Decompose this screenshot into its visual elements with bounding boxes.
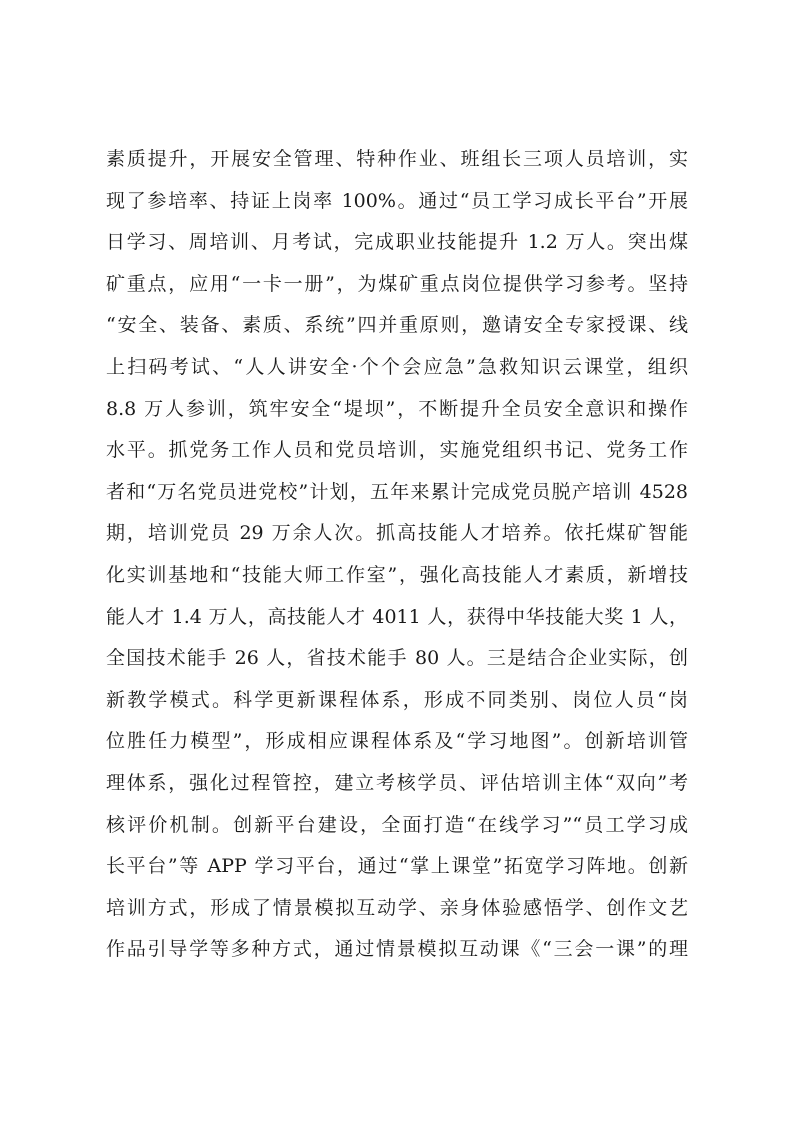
paragraph-line: 素质提升，开展安全管理、特种作业、班组长三项人员培训，实 [106,148,688,170]
paragraph-line: 新教学模式。科学更新课程体系，形成不同类别、岗位人员“岗 [106,688,688,711]
paragraph-line: 矿重点，应用“一卡一册”，为煤矿重点岗位提供学习参考。坚持 [106,272,688,295]
paragraph-line: 化实训基地和“技能大师工作室”，强化高技能人才素质，新增技 [106,563,688,586]
paragraph-line: 能人才 1.4 万人，高技能人才 4011 人，获得中华技能大奖 1 人， [106,605,688,628]
paragraph-line: 培训方式，形成了情景模拟互动学、亲身体验感悟学、创作文艺 [106,896,688,919]
body-paragraph [106,139,688,971]
paragraph-line: “安全、装备、素质、系统”四并重原则，邀请安全专家授课、线 [106,314,688,337]
paragraph-line: 期，培训党员 29 万余人次。抓高技能人才培养。依托煤矿智能 [106,522,688,545]
paragraph-line: 水平。抓党务工作人员和党员培训，实施党组织书记、党务工作 [106,439,688,462]
paragraph-line: 上扫码考试、“人人讲安全·个个会应急”急救知识云课堂，组织 [106,355,688,378]
paragraph-line: 现了参培率、持证上岗率 100%。通过“员工学习成长平台”开展 [106,189,688,212]
paragraph-line: 理体系，强化过程管控，建立考核学员、评估培训主体“双向”考 [106,771,688,794]
paragraph-line: 日学习、周培训、月考试，完成职业技能提升 1.2 万人。突出煤 [106,231,688,254]
paragraph-line: 长平台”等 APP 学习平台，通过“掌上课堂”拓宽学习阵地。创新 [106,855,688,878]
paragraph-line: 8.8 万人参训，筑牢安全“堤坝”，不断提升全员安全意识和操作 [106,397,688,420]
paragraph-line: 核评价机制。创新平台建设，全面打造“在线学习”“员工学习成 [106,813,688,836]
paragraph-line: 作品引导学等多种方式，通过情景模拟互动课《“三会一课”的理 [106,938,688,961]
paragraph-line: 全国技术能手 26 人，省技术能手 80 人。三是结合企业实际，创 [106,647,688,670]
paragraph-line: 者和“万名党员进党校”计划，五年来累计完成党员脱产培训 4528 [106,480,688,503]
paragraph-line: 位胜任力模型”，形成相应课程体系及“学习地图”。创新培训管 [106,730,688,753]
